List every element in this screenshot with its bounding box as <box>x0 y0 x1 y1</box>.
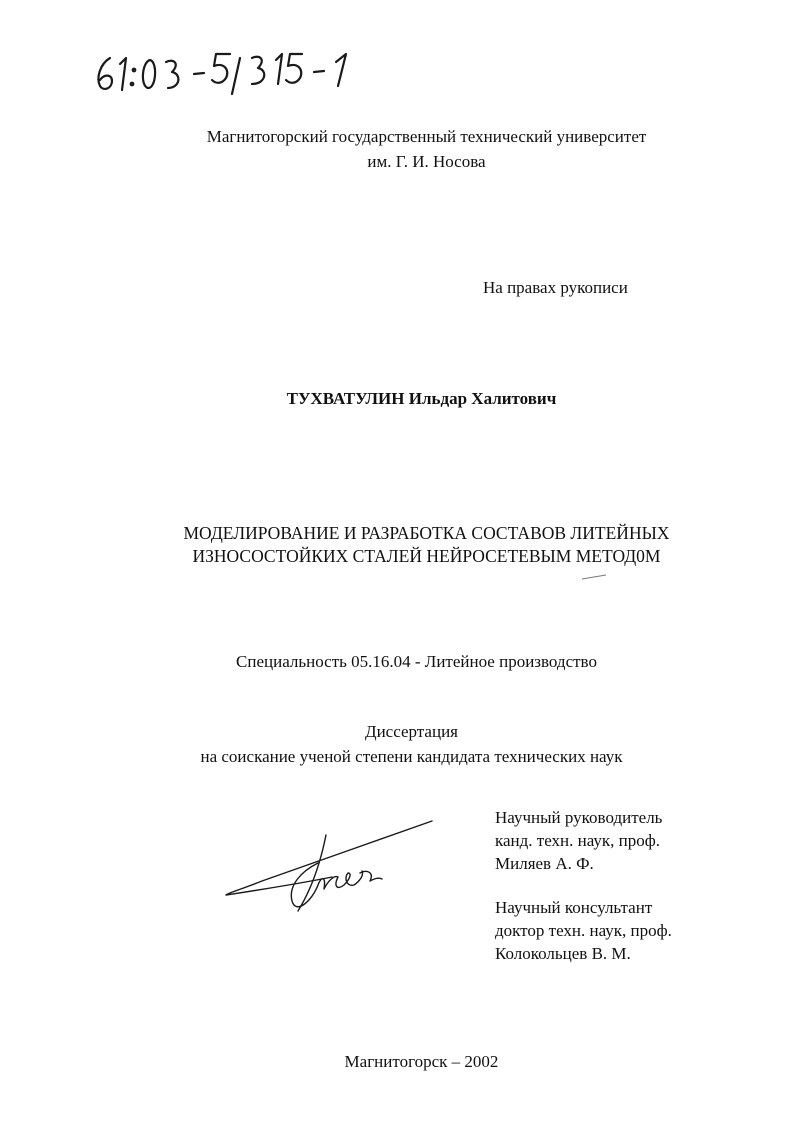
dissertation-label: Диссертация <box>364 722 458 741</box>
advisor-degree: канд. техн. наук, проф. <box>495 831 661 850</box>
manuscript-rights-note: На правах рукописи <box>483 278 628 297</box>
title-line-2: ИЗНОСОСТОЙКИХ СТАЛЕЙ НЕЙРОСЕТЕВЫМ МЕТОД0М <box>192 546 661 566</box>
pen-mark <box>580 572 610 582</box>
university-line-2: им. Г. И. Носова <box>367 152 486 171</box>
dissertation-title <box>0 522 793 568</box>
consultant-role: Научный консультант <box>495 898 653 917</box>
handwritten-archive-code <box>92 48 362 98</box>
specialty: Специальность 05.16.04 - Литейное производство <box>236 652 597 671</box>
consultant-degree: доктор техн. наук, проф. <box>495 921 672 940</box>
scientific-consultant <box>495 896 672 965</box>
scientific-advisor <box>495 806 662 875</box>
city-and-year: Магнитогорск – 2002 <box>344 1052 499 1071</box>
dissertation-degree <box>0 719 793 769</box>
advisor-role: Научный руководитель <box>495 808 663 827</box>
title-line-1: МОДЕЛИРОВАНИЕ И РАЗРАБОТКА СОСТАВОВ ЛИТЕЙНЫХ <box>183 523 670 543</box>
degree-purpose: на соискание ученой степени кандидата технических наук <box>200 747 623 766</box>
author-name: ТУХВАТУЛИН Ильдар Халитович <box>286 389 557 408</box>
signature <box>222 815 442 925</box>
advisor-name: Миляев А. Ф. <box>495 854 594 873</box>
university-line-1: Магнитогорский государственный технический университет <box>206 127 647 146</box>
university-name <box>0 124 793 174</box>
consultant-name: Колокольцев В. М. <box>495 944 631 963</box>
